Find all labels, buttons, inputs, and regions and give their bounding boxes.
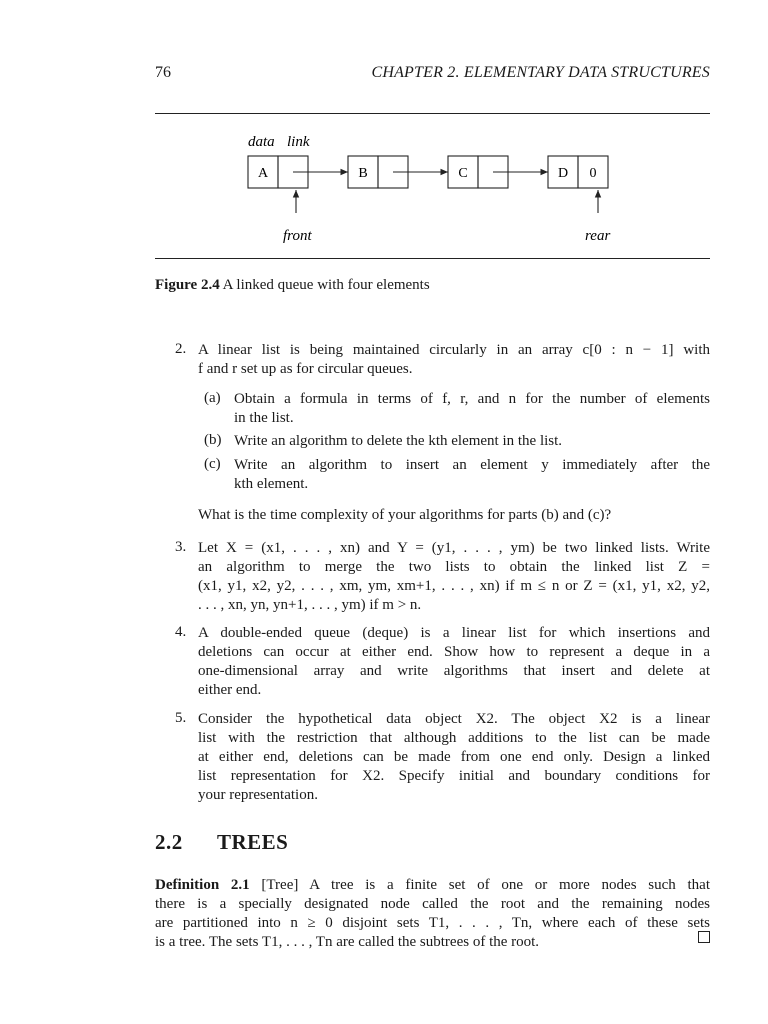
exercise-4-line-2: deletions can occur at either end. Show how to represent a deque in a (198, 644, 710, 660)
exercise-2-followup (198, 506, 710, 525)
exercise-2-line-2: f and r set up as for circular queues. (198, 361, 413, 377)
section-title: TREES (217, 830, 289, 854)
exercise-5-line-1: Consider the hypothetical data object X2. The object X2 is a linear (198, 711, 710, 727)
exercise-4-text (198, 624, 710, 700)
exercise-3-line-2: an algorithm to merge the two lists to obtain the linked list Z = (198, 559, 710, 575)
exercise-5-line-3: at either end, deletions can be made from one end only. Design a linked (198, 749, 710, 765)
definition-block (155, 876, 710, 952)
linked-queue-figure (155, 118, 710, 258)
exercise-5-number: 5. (175, 710, 187, 726)
figure-caption-label: Figure 2.4 (155, 277, 220, 293)
exercise-4-line-4: either end. (198, 682, 262, 698)
figure-caption-text: A linked queue with four elements (222, 277, 430, 293)
exercise-2b-text (234, 432, 710, 451)
figure-top-rule (155, 113, 710, 114)
node-data-value: B (358, 166, 368, 181)
exercise-3-number: 3. (175, 539, 187, 555)
qed-box-icon (698, 931, 710, 943)
definition-line-1-text: [Tree] A tree is a finite set of one or more nodes such that (261, 877, 711, 893)
exercise-4-number: 4. (175, 624, 187, 640)
figure-bottom-rule (155, 258, 710, 259)
exercise-3-line-3: (x1, y1, x2, y2, . . . , xm, ym, xm+1, . . . , xn) if m ≤ n or Z = (x1, y1, x2, y2, (198, 578, 710, 594)
running-head: CHAPTER 2. ELEMENTARY DATA STRUCTURES (371, 64, 710, 81)
field-label-data: data (248, 134, 275, 150)
exercise-2a-line-1: Obtain a formula in terms of f, r, and n for the number of elements (234, 391, 710, 407)
exercise-2b-label: (b) (204, 432, 222, 448)
exercise-5-line-5: your representation. (198, 787, 318, 803)
queue-node-2 (348, 156, 448, 188)
exercise-2c-line-1: Write an algorithm to insert an element y immediately after the (234, 457, 710, 473)
exercise-3-line-4: . . . , xn, yn, yn+1, . . . , ym) if m > n. (198, 597, 422, 613)
exercise-3-line-1: Let X = (x1, . . . , xn) and Y = (y1, . . . , ym) be two linked lists. Write (198, 540, 710, 556)
queue-node-1 (248, 156, 348, 188)
definition-line-1 (155, 876, 710, 895)
definition-label: Definition 2.1 (155, 877, 250, 893)
exercise-2c-text (234, 456, 710, 494)
field-label-link: link (287, 134, 310, 150)
section-number: 2.2 (155, 830, 183, 854)
page-number: 76 (155, 64, 171, 81)
exercise-3-text (198, 539, 710, 615)
exercise-5-line-4: list representation for X2. Specify initial and boundary conditions for (198, 768, 710, 784)
exercise-2b-line-1: Write an algorithm to delete the kth element in the list. (234, 433, 563, 449)
node-data-value: A (257, 166, 269, 181)
definition-line-4: is a tree. The sets T1, . . . , Tn are called the subtrees of the root. (155, 934, 540, 950)
queue-node-3 (448, 156, 548, 188)
exercise-4-line-1: A double-ended queue (deque) is a linear list for which insertions and (198, 625, 710, 641)
exercise-5-text (198, 710, 710, 805)
node-data-value: C (458, 166, 468, 181)
front-label: front (283, 228, 312, 244)
rear-label: rear (585, 228, 611, 244)
node-data-value: D (557, 166, 569, 181)
exercise-4-line-3: one-dimensional array and write algorithms that insert and delete at (198, 663, 710, 679)
section-heading (155, 830, 288, 855)
exercise-2a-line-2: in the list. (234, 410, 294, 426)
figure-caption (155, 277, 430, 294)
exercise-2-line-1: A linear list is being maintained circularly in an array c[0 : n − 1] with (198, 342, 710, 358)
exercise-2a-text (234, 390, 710, 428)
node-link-value: 0 (589, 166, 597, 181)
exercise-2-followup-line: What is the time complexity of your algorithms for parts (b) and (c)? (198, 507, 612, 523)
definition-line-2: there is a specially designated node called the root and the remaining nodes (155, 896, 710, 912)
exercise-2-text (198, 341, 710, 379)
exercise-5-line-2: list with the restriction that although additions to the list can be made (198, 730, 710, 746)
definition-line-3: are partitioned into n ≥ 0 disjoint sets T1, . . . , Tn, where each of these sets (155, 915, 710, 931)
exercise-2c-line-2: kth element. (234, 476, 309, 492)
exercise-2-number: 2. (175, 341, 187, 357)
queue-node-4 (548, 156, 608, 188)
exercise-2c-label: (c) (204, 456, 221, 472)
exercise-2a-label: (a) (204, 390, 221, 406)
